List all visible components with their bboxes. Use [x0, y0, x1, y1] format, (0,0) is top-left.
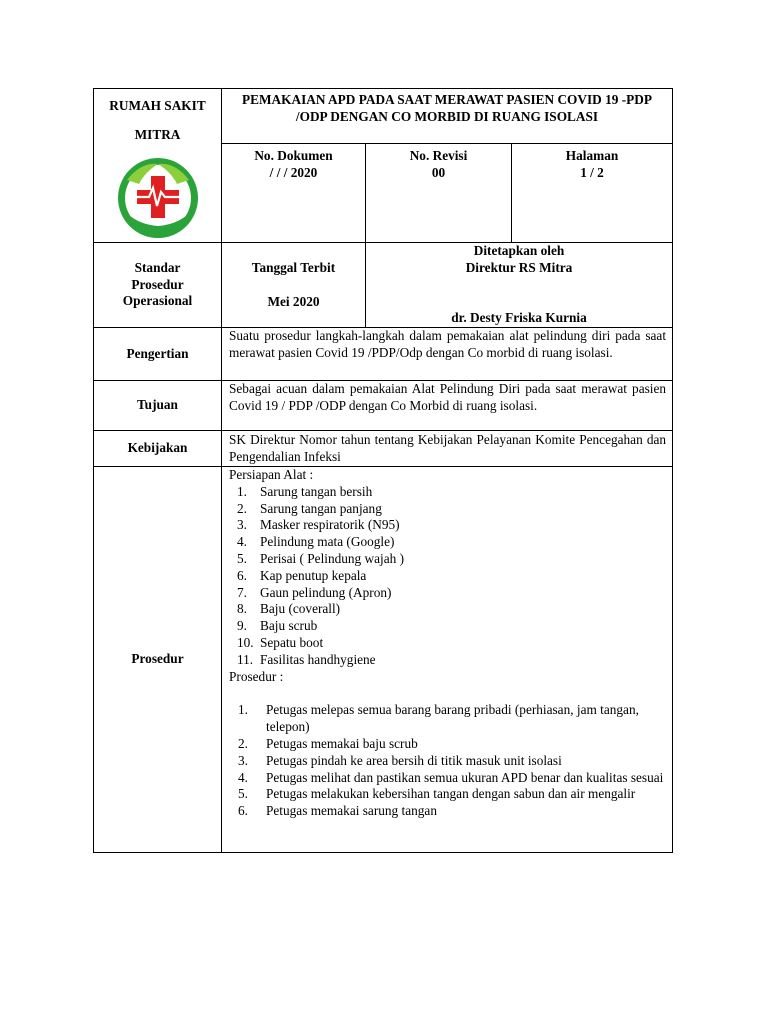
signer-name: dr. Desty Friska Kurnia [451, 309, 587, 325]
revisi-label: No. Revisi [409, 147, 468, 163]
list-item-number: 1. [237, 483, 247, 499]
terbit-label: Tanggal Terbit [251, 259, 336, 275]
list-item-number: 7. [237, 584, 247, 600]
list-item [229, 618, 666, 635]
pengertian-text: Suatu prosedur langkah-langkah dalam pemakaian alat pelindung diri pada saat merawat pasien Covid 19 /PDP/Odp dengan Co morbid di ruang isolasi. [222, 328, 673, 381]
list-item-number: 4. [238, 769, 248, 785]
list-item-text: Fasilitas handhygiene [260, 651, 376, 667]
revisi-value: 00 [431, 164, 446, 180]
langkah-list [229, 702, 666, 820]
red-cross-hands-logo-icon [111, 154, 205, 242]
list-item-text: Gaun pelindung (Apron) [260, 584, 392, 600]
list-item-text: Sarung tangan bersih [260, 483, 373, 499]
list-item [229, 568, 666, 585]
list-item-number: 3. [238, 752, 248, 768]
list-item [229, 635, 666, 652]
document-title: PEMAKAIAN APD PADA SAAT MERAWAT PASIEN COVID 19 -PDP /ODP DENGAN CO MORBID DI RUANG ISOLASI [222, 89, 673, 144]
prosedur-label: Prosedur [94, 467, 222, 853]
list-item-text: Petugas memakai baju scrub [266, 735, 418, 751]
list-item-number: 10. [237, 634, 254, 650]
hospital-cell [94, 89, 222, 243]
ditetapkan-by: Direktur RS Mitra [465, 259, 573, 275]
list-item-text: Sarung tangan panjang [260, 500, 382, 516]
list-item-number: 3. [237, 517, 247, 533]
halaman-cell [512, 143, 673, 242]
list-item [229, 484, 666, 501]
list-item-number: 8. [237, 601, 247, 617]
list-item [229, 517, 666, 534]
tujuan-label: Tujuan [94, 381, 222, 431]
list-item [229, 534, 666, 551]
list-item [229, 652, 666, 669]
list-item-number: 4. [237, 534, 247, 550]
list-item [229, 770, 666, 787]
spo-label-cell [94, 243, 222, 328]
alat-heading: Persiapan Alat : [229, 467, 314, 482]
ditetapkan-cell [366, 243, 673, 328]
list-item-text: Petugas memakai sarung tangan [266, 803, 437, 819]
list-item [229, 601, 666, 618]
list-item-text: Petugas melepas semua barang barang pribadi (perhiasan, jam tangan, telepon) [266, 702, 639, 735]
list-item-number: 6. [238, 803, 248, 819]
list-item [229, 803, 666, 820]
list-item-text: Pelindung mata (Google) [260, 534, 395, 550]
list-item-text: Baju scrub [260, 618, 318, 634]
spo-label-line3: Operasional [122, 293, 193, 309]
halaman-label: Halaman [565, 147, 619, 163]
hospital-name-line1: RUMAH SAKIT [109, 98, 206, 113]
list-item-text: Kap penutup kepala [260, 567, 367, 583]
langkah-heading: Prosedur : [229, 668, 284, 684]
list-item-text: Sepatu boot [260, 634, 324, 650]
dokumen-cell [222, 143, 366, 242]
spo-label-line1: Standar [134, 259, 181, 275]
list-item-number: 5. [238, 786, 248, 802]
list-item-number: 9. [237, 618, 247, 634]
list-item-text: Baju (coverall) [260, 601, 341, 617]
list-item-number: 6. [237, 567, 247, 583]
terbit-value: Mei 2020 [267, 293, 320, 309]
list-item [229, 702, 666, 736]
halaman-value: 1 / 2 [580, 164, 604, 180]
list-item-number: 5. [237, 550, 247, 566]
list-item-number: 2. [237, 500, 247, 516]
list-item-number: 2. [238, 735, 248, 751]
list-item-text: Petugas melihat dan pastikan semua ukuran APD benar dan kualitas sesuai [266, 769, 664, 785]
list-item-text: Petugas melakukan kebersihan tangan dengan sabun dan air mengalir [266, 786, 636, 802]
alat-list [229, 484, 666, 669]
list-item [229, 585, 666, 602]
list-item [229, 551, 666, 568]
hospital-name-line2: MITRA [134, 127, 181, 142]
terbit-cell [222, 243, 366, 328]
pengertian-label: Pengertian [94, 328, 222, 381]
list-item-text: Masker respiratorik (N95) [260, 517, 400, 533]
list-item [229, 736, 666, 753]
kebijakan-text: SK Direktur Nomor tahun tentang Kebijakan Pelayanan Komite Pencegahan dan Pengendalian Infeksi [222, 431, 673, 467]
list-item [229, 501, 666, 518]
tujuan-text: Sebagai acuan dalam pemakaian Alat Pelindung Diri pada saat merawat pasien Covid 19 / PDP /ODP dengan Co Morbid di ruang isolasi. [222, 381, 673, 431]
list-item-text: Petugas pindah ke area bersih di titik masuk unit isolasi [266, 752, 562, 768]
dokumen-value: / / / 2020 [269, 164, 318, 180]
ditetapkan-label: Ditetapkan oleh [473, 243, 565, 258]
revisi-cell [366, 143, 512, 242]
prosedur-content [222, 467, 673, 853]
list-item-number: 11. [237, 651, 254, 667]
spo-label-line2: Prosedur [131, 276, 184, 292]
kebijakan-label: Kebijakan [94, 431, 222, 467]
list-item-text: Perisai ( Pelindung wajah ) [260, 550, 405, 566]
list-item [229, 753, 666, 770]
list-item [229, 786, 666, 803]
dokumen-label: No. Dokumen [254, 147, 333, 163]
sop-table [93, 88, 673, 853]
list-item-number: 1. [238, 702, 248, 718]
